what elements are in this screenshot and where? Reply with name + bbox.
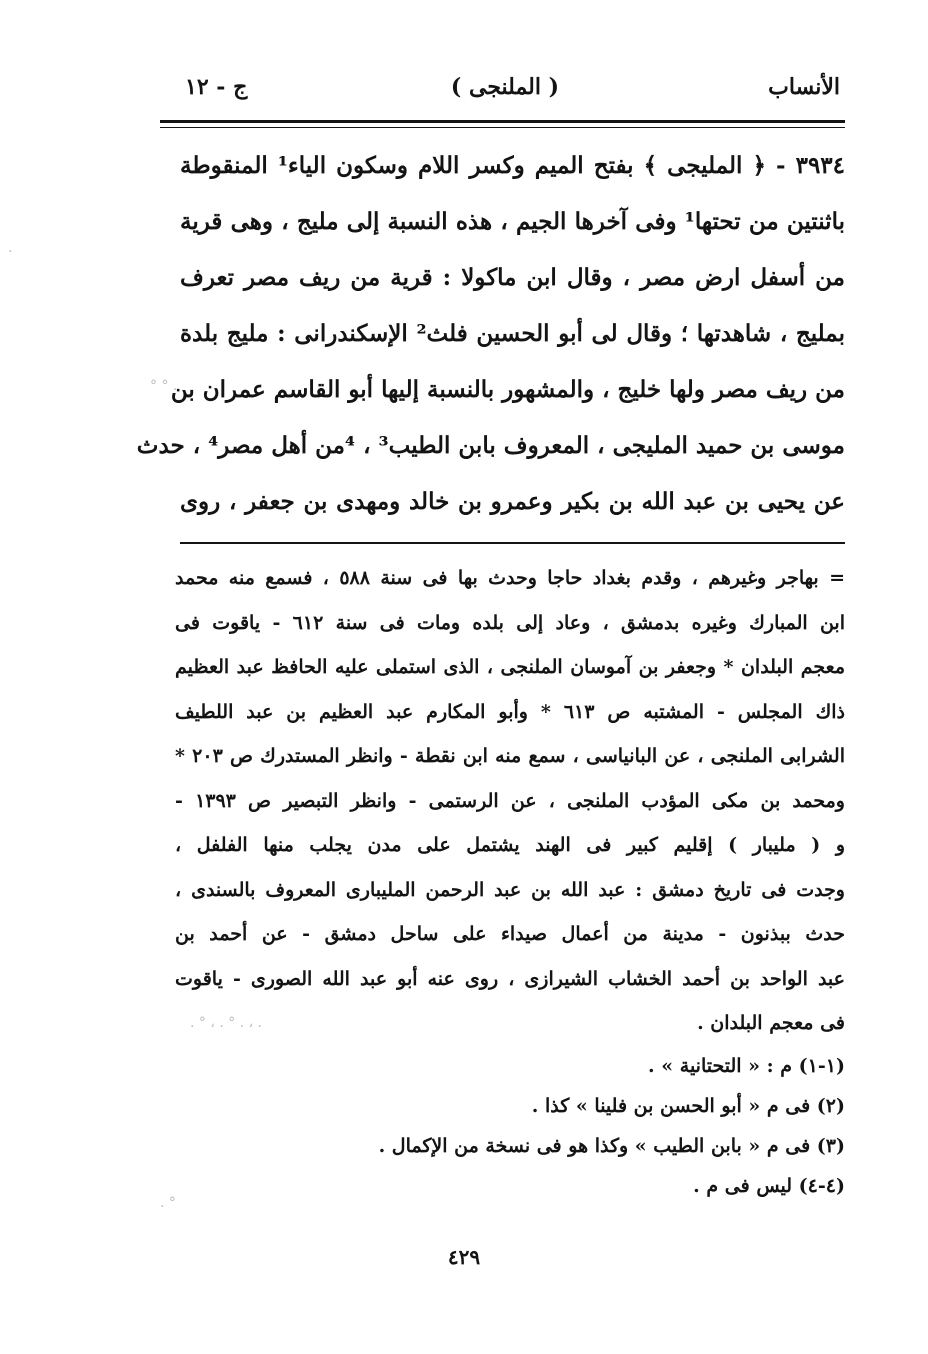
note-line: وجدت فى تاريخ دمشق : عبد الله بن عبد الرحمن المليبارى المعروف بالسندى ،	[175, 878, 845, 901]
footnote: (٣) فى م « بابن الطيب » وكذا هو فى نسخة من الإكمال .	[378, 1134, 845, 1157]
footnote-separator	[180, 542, 845, 544]
entry-line: من أسفل ارض مصر ، وقال ابن ماكولا : قرية من ريف مصر تعرف	[180, 264, 845, 291]
entry-body	[136, 138, 846, 530]
scan-speckle: . °	[160, 1195, 176, 1211]
note-line: الشرابى الملنجى ، عن البانياسى ، سمع منه ابن نقطة - وانظر المستدرك ص ٢٠٣ *	[175, 745, 846, 767]
entry-line: من ريف مصر ولها خليج ، والمشهور بالنسبة إليها أبو القاسم عمران بن	[170, 376, 845, 403]
scan-speckle: . ° ، . ° . ، .	[190, 1015, 262, 1031]
note-line: ذاك المجلس - المشتبه ص ٦١٣ * وأبو المكارم عبد العظيم بن عبد اللطيف	[175, 700, 845, 723]
footnote: (١-١) م : « التحتانية » .	[648, 1054, 845, 1077]
note-line: فى معجم البلدان .	[697, 1012, 845, 1034]
running-header	[170, 70, 840, 110]
header-section: الأنساب	[768, 74, 840, 100]
note-line: و ( مليبار ) إقليم كبير فى الهند يشتمل على مدن يجلب منها الفلفل ،	[175, 834, 845, 856]
entry-line: باثنتين من تحتها¹ وفى آخرها الجيم ، هذه النسبة إلى مليج ، وهى قرية	[180, 208, 845, 235]
scan-speckle: .	[8, 240, 13, 256]
header-title: ( الملنجى )	[450, 74, 560, 100]
note-line: ابن المبارك وغيره بدمشق ، وعاد إلى بلده ومات فى سنة ٦١٢ - ياقوت فى	[175, 611, 846, 634]
note-line: معجم البلدان * وجعفر بن آموسان الملنجى ، الذى استملى عليه الحافظ عبد العظيم	[175, 656, 845, 678]
entry-line: موسى بن حميد المليجى ، المعروف بابن الطيب³ ، ⁴من أهل مصر⁴ ، حدث	[136, 432, 845, 459]
note-line: حدث ببذنون - مدينة من أعمال صيداء على ساحل دمشق - عن أحمد بن	[175, 923, 845, 945]
header-volume: ج - ١٢	[185, 74, 248, 100]
editor-notes	[175, 556, 845, 1206]
entry-line: بمليج ، شاهدتها ؛ وقال لى أبو الحسين فلث² الإسكندرانى : مليج بلدة	[180, 320, 845, 347]
footnote: (٢) فى م « أبو الحسن بن فلينا » كذا .	[531, 1094, 845, 1117]
header-rule-thick	[160, 120, 845, 123]
note-line: ومحمد بن مكى المؤدب الملنجى ، عن الرستمى - وانظر التبصير ص ١٣٩٣ -	[175, 789, 845, 812]
note-line: عبد الواحد بن أحمد الخشاب الشيرازى ، روى عنه أبو عبد الله الصورى - ياقوت	[175, 967, 845, 990]
header-rule-thin	[160, 127, 845, 128]
footnote: (٤-٤) ليس فى م .	[693, 1174, 845, 1197]
entry-line: ٣٩٣٤ - ﴿ المليجى ﴾ بفتح الميم وكسر اللام وسكون الياء¹ المنقوطة	[180, 152, 846, 179]
entry-line: عن يحيى بن عبد الله بن بكير وعمرو بن خالد ومهدى بن جعفر ، روى	[180, 488, 845, 515]
scan-speckle: ° ° .	[150, 378, 178, 394]
page-number: ٤٢٩	[447, 1245, 481, 1269]
note-line: = بهاجر وغيرهم ، وقدم بغداد حاجا وحدث بها فى سنة ٥٨٨ ، فسمع منه محمد	[175, 567, 846, 589]
